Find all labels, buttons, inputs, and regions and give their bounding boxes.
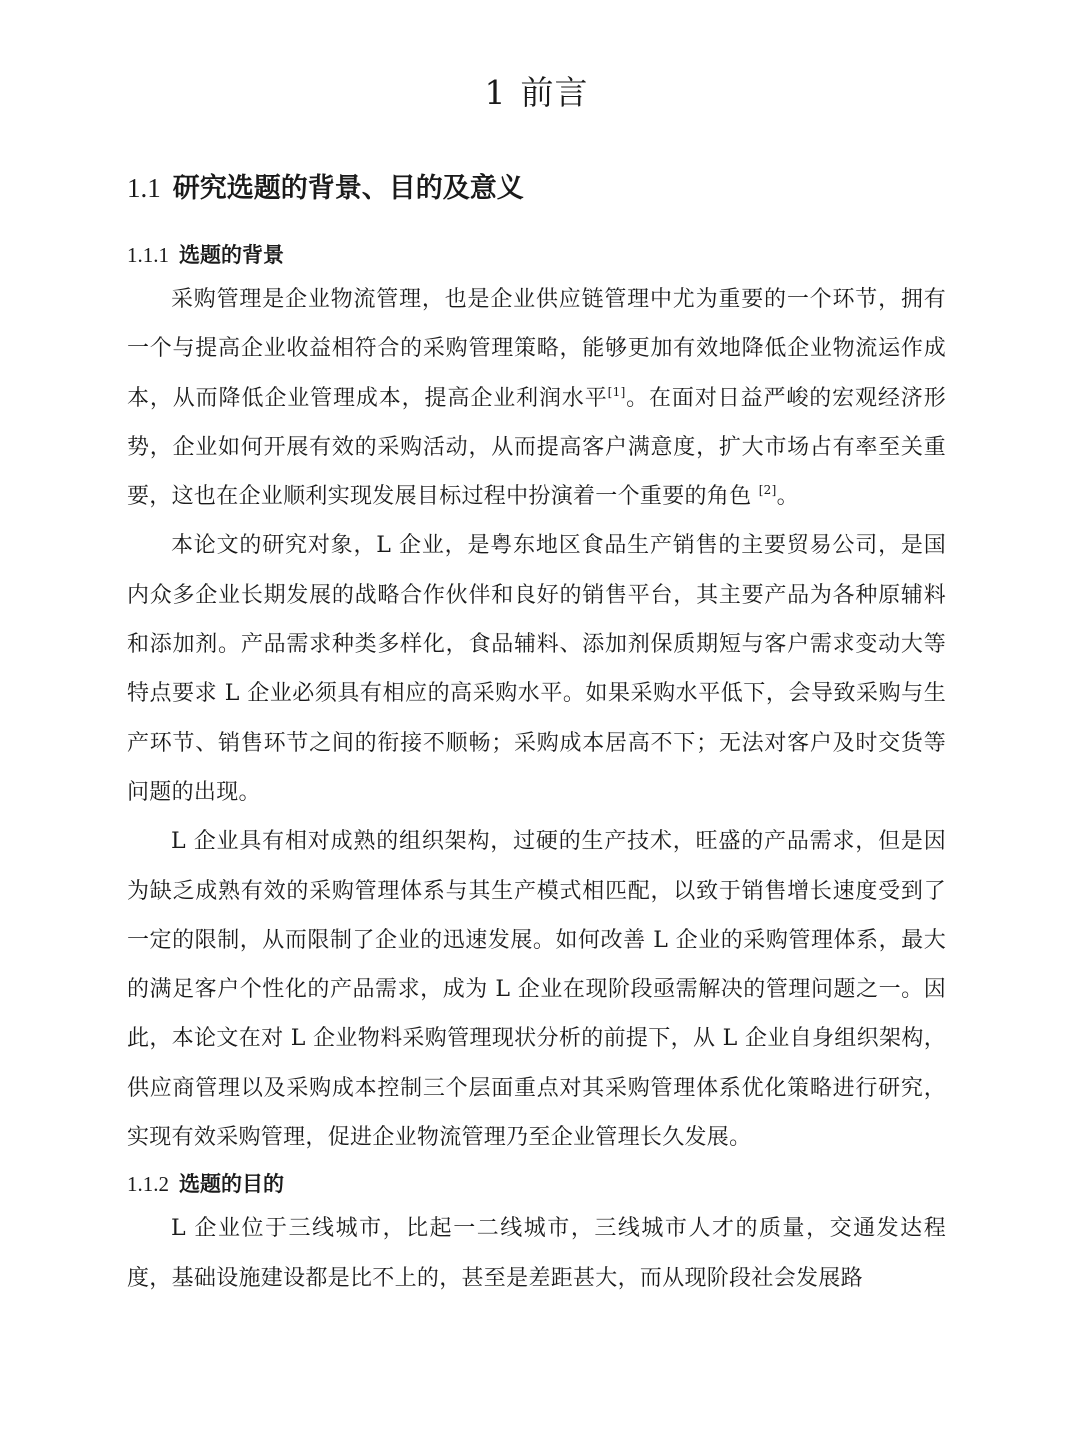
paragraph-text: 。在面对日益严峻的宏观经济形势，企业如何开展有效的采购活动，从而提高客户满意度，扩大市场占有率至关重要，这也在企业顺利实现发展目标过程中扮演着一个重要的角色: [127, 385, 946, 510]
paragraph-purpose-1: L 企业位于三线城市，比起一二线城市，三线城市人才的质量，交通发达程度，基础设施建设都是比不上的，甚至是差距甚大，而从现阶段社会发展路: [127, 1216, 946, 1291]
citation-2: [2]: [758, 483, 777, 498]
chapter-title-text: 前言: [520, 73, 589, 112]
chapter-title: [127, 0, 946, 116]
subsection-number: 1.1.1: [127, 243, 169, 267]
paragraph-background-1: [127, 275, 946, 521]
subsection-title-purpose: [127, 1168, 946, 1200]
subsection-title-text: 选题的目的: [179, 1172, 284, 1197]
section-title: [127, 168, 946, 209]
section-title-text: 研究选题的背景、目的及意义: [172, 173, 524, 204]
paragraph-background-2: 本论文的研究对象，L 企业，是粤东地区食品生产销售的主要贸易公司，是国内众多企业长期发展的战略合作伙伴和良好的销售平台，其主要产品为各种原辅料和添加剂。产品需求种类多样化，食品辅料、添加剂保质期短与客户需求变动大等特点要求 L 企业必须具有相应的高采购水平。如果采购水平低下，会导致采购与生产环节、销售环节之间的衔接不顺畅；采购成本居高不下；无法对客户及时交货等问题的出现。: [127, 533, 946, 805]
chapter-number: 1: [484, 73, 507, 112]
paragraph-background-3: L 企业具有相对成熟的组织架构，过硬的生产技术，旺盛的产品需求，但是因为缺乏成熟有效的采购管理体系与其生产模式相匹配，以致于销售增长速度受到了一定的限制，从而限制了企业的迅速发展。如何改善 L 企业的采购管理体系，最大的满足客户个性化的产品需求，成为 L 企业在现阶段亟需解决的管理问题之一。因此，本论文在对 L 企业物料采购管理现状分析的前提下，从 L 企业自身组织架构，供应商管理以及采购成本控制三个层面重点对其采购管理体系优化策略进行研究，实现有效采购管理，促进企业物流管理乃至企业管理长久发展。: [127, 829, 946, 1151]
paragraph-text: 。: [776, 484, 799, 510]
section-number: 1.1: [127, 173, 161, 203]
subsection-title-background: [127, 239, 946, 271]
subsection-number: 1.1.2: [127, 1172, 169, 1197]
subsection-title-text: 选题的背景: [179, 243, 284, 267]
paragraph-text: 采购管理是企业物流管理，也是企业供应链管理中尤为重要的一个环节，拥有一个与提高企业收益相符合的采购管理策略，能够更加有效地降低企业物流运作成本，从而降低企业管理成本，提高企业利润水平: [127, 287, 946, 411]
citation-1: [1]: [607, 384, 626, 399]
